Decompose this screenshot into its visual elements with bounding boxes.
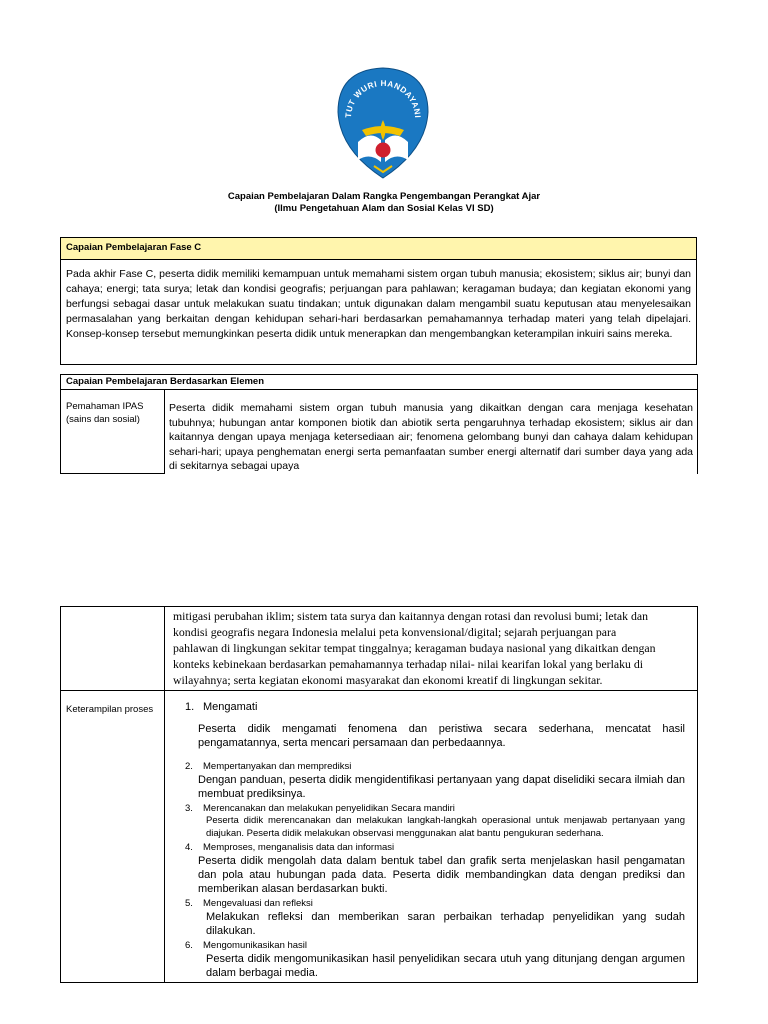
fase-c-description: Pada akhir Fase C, peserta didik memiliki kemampuan untuk memahami sistem organ tubuh manusia; ekosistem; siklus air; bunyi dan cahaya; energi; tata surya; letak dan kondisi geografis; perjuangan para pahlawan; keragaman budaya; dan kegiatan ekonomi yang berfungsi sebagai dasar untuk melakukan suatu tindakan; untuk digunakan dalam mengambil suatu keputusan atau menyelesaikan permasalahan yang berkaitan dengan kehidupan sehari-hari berdasarkan pemahamannya terhadap materi yang telah dipelajari. Konsep-konsep tersebut memungkinkan peserta didik untuk menerapkan dan mengembangkan keterampilan inkuiri sains mereka.: [60, 259, 697, 365]
continued-line: mitigasi perubahan iklim; sistem tata surya dan kaitannya dengan rotasi dan revolusi bumi; letak dan: [173, 609, 649, 623]
elemen-table-continued: [60, 606, 698, 983]
continued-line: konteks kebinekaan berdasarkan pemahamannya terhadap nilai- nilai kearifan lokal yang berlaku di: [173, 657, 644, 671]
step-title: [185, 841, 685, 854]
step-title-text: Mengamati: [203, 701, 258, 713]
step-number: 4.: [185, 842, 193, 853]
step-body: Dengan panduan, peserta didik mengidentifikasi pertanyaan yang dapat diselidiki secara ilmiah dan membuat prediksinya.: [198, 774, 685, 800]
step-title: [185, 760, 685, 773]
step-number: 2.: [185, 761, 193, 772]
pemahaman-label: Pemahaman IPAS: [66, 401, 144, 412]
step-body: Peserta didik mengolah data dalam bentuk tabel dan grafik serta menjelaskan hasil pengamatan dan pola atau hubungan pada data. Peserta didik membandingkan data dengan prediksi dan memberikan alasan berdasarkan bukti.: [198, 855, 685, 895]
keterampilan-label: Keterampilan proses: [61, 691, 165, 983]
step-title-text: Mengomunikasikan hasil: [203, 940, 308, 951]
document-title: [60, 191, 708, 215]
document-title-line-2: (Ilmu Pengetahuan Alam dan Sosial Kelas VI SD): [274, 203, 494, 214]
fase-c-heading: Capaian Pembelajaran Fase C: [60, 237, 697, 260]
keterampilan-steps: [165, 691, 698, 983]
continued-line: wilayahnya; serta kegiatan ekonomi masyarakat dan ekonomi kreatif di lingkungan sekitar.: [173, 673, 603, 687]
step-body: Peserta didik mengomunikasikan hasil penyelidikan secara utuh yang ditunjang dengan argumen dalam berbagai media.: [206, 953, 685, 979]
step-item: [185, 802, 685, 840]
step-number: 6.: [185, 940, 193, 951]
step-title-text: Merencanakan dan melakukan penyelidikan Secara mandiri: [203, 803, 455, 814]
step-item: [185, 939, 685, 980]
step-body: Melakukan refleksi dan memberikan saran perbaikan terhadap penyelidikan yang sudah dilakukan.: [206, 911, 685, 937]
step-title: [185, 700, 685, 715]
elemen-table: [60, 374, 698, 474]
continued-line: pahlawan di lingkungan sekitar tempat tinggalnya; keragaman budaya nasional yang dikaitkan dengan: [173, 641, 656, 655]
pemahaman-continued: [165, 607, 698, 691]
step-body: Peserta didik mengamati fenomena dan peristiwa secara sederhana, mencatat hasil pengamatannya, serta mencari persamaan dan perbedaannya.: [198, 723, 685, 749]
elemen-heading: Capaian Pembelajaran Berdasarkan Elemen: [61, 375, 698, 390]
step-item: [185, 760, 685, 801]
step-body: Peserta didik merencanakan dan melakukan langkah-langkah operasional untuk menjawab pertanyaan yang diajukan. Peserta didik melakukan observasi menggunakan alat bantu pengukuran sederhana.: [206, 815, 685, 839]
continued-line: kondisi geografis negara Indonesia melalui peta konvensional/digital; sejarah perjuangan para: [173, 625, 617, 639]
empty-label-cell: [61, 607, 165, 691]
step-title-text: Memproses, menganalisis data dan informasi: [203, 842, 395, 853]
step-item: [185, 700, 685, 750]
step-title-text: Mengevaluasi dan refleksi: [203, 898, 313, 909]
step-title: [185, 939, 685, 952]
step-number: 3.: [185, 803, 193, 814]
step-number: 1.: [185, 701, 195, 713]
step-number: 5.: [185, 898, 193, 909]
document-title-line-1: Capaian Pembelajaran Dalam Rangka Pengembangan Perangkat Ajar: [227, 191, 541, 202]
step-title: [185, 897, 685, 910]
pemahaman-description: Peserta didik memahami sistem organ tubuh manusia yang dikaitkan dengan cara menjaga kesehatan tubuhnya; hubungan antar komponen biotik dan abiotik serta pengaruhnya terhadap ekosistem; siklus air dan kaitannya dengan upaya menjaga ketersediaan air; fenomena gelombang bunyi dan cahaya dalam kehidupan sehari-hari; upaya penghematan energi serta pemanfaatan sumber energi alternatif dari sumber daya yang ada di sekitarnya sebagai upaya: [165, 390, 698, 474]
step-title-text: Mempertanyakan dan memprediksi: [203, 761, 352, 772]
step-item: [185, 841, 685, 896]
tut-wuri-handayani-logo: [328, 64, 438, 182]
logo-motto: TUT WURI HANDAYANI: [343, 78, 423, 119]
pemahaman-sublabel: (sains dan sosial): [66, 414, 140, 425]
step-title: [185, 802, 685, 815]
step-item: [185, 897, 685, 938]
pemahaman-label-cell: [61, 390, 165, 474]
